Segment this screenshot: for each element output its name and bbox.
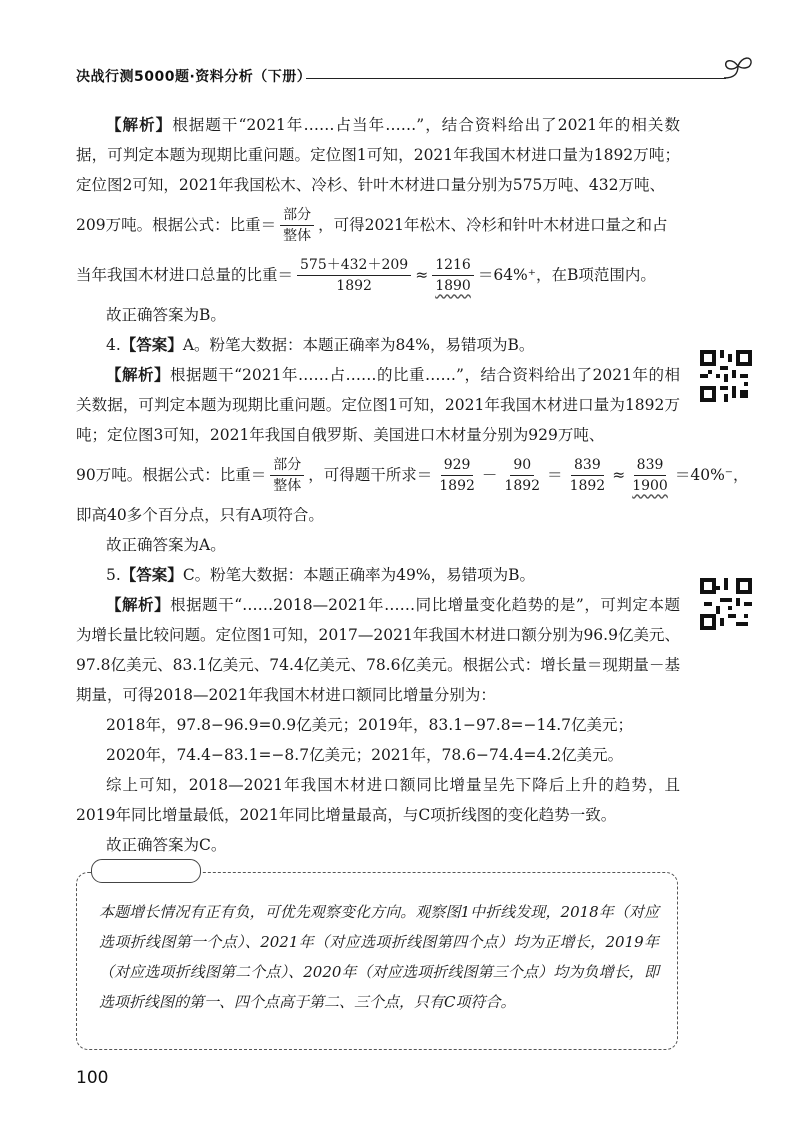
approx-sign: ≈ [415,266,429,284]
q4-conclusion: 故正确答案为A。 [106,536,226,554]
q5-number: 5. [106,566,121,584]
minus-sign: － [481,466,498,484]
answer-label: 【答案】 [120,565,183,584]
q4-answer [76,330,680,360]
fraction-denominator: 整体 [273,477,302,494]
q4-analysis-text1: 根据题干“2021年……占……的比重……”，结合资料给出了2021年的相关数据，可判定本题为现期比重问题。定位图1可知，2021年我国木材进口量为1892万吨；定位图3可知，2021年我国自俄罗斯、美国进口木材量分别为929万吨、 [76,366,680,444]
q5-summary: 综上可知，2018—2021年我国木材进口额同比增量呈先下降后上升的趋势，且2019年同比增量最低，2021年同比增量最高，与C项折线图的变化趋势一致。 [76,776,680,824]
q5-answer-text: C。粉笔大数据：本题正确率为49%，易错项为B。 [182,566,536,584]
fraction-numerator: 839 [634,455,667,476]
q4-number: 4. [106,336,121,354]
q4-text2a: 90万吨。根据公式：比重＝ [76,466,267,484]
fraction-numerator: 部分 [270,455,304,476]
q5-analysis-text1: 根据题干“……2018—2021年……同比增量变化趋势的是”，可判定本题为增长量比较问题。定位图1可知，2017—2021年我国木材进口额分别为96.9亿美元、97.8亿美元、83.1亿美元、74.4亿美元、78.6亿美元。根据公式：增长量＝现期量－基期量，可得2018—2021年我国木材进口额同比增量分别为： [76,596,680,704]
q3-analysis-text1: 根据题干“2021年……占当年……”，结合资料给出了2021年的相关数据，可判定本题为现期比重问题。定位图1可知，2021年我国木材进口量为1892万吨；定位图2可知，2021年我国松木、冷杉、针叶木材进口量分别为575万吨、432万吨、 [76,116,680,194]
q4-formula-line [76,450,749,500]
analysis-label: 【解析】 [106,595,171,614]
analysis-label: 【解析】 [106,365,171,384]
q5-calc-line2: 2020年，74.4−83.1=−8.7亿美元；2021年，78.6−74.4=4.2亿美元。 [106,746,624,764]
fraction [501,455,543,496]
page-number: 100 [76,1068,109,1088]
fraction-denominator: 1892 [504,477,541,494]
q5-conclusion: 故正确答案为C。 [106,836,227,854]
fraction [567,455,609,496]
q3-formula-line1 [76,200,680,250]
q3-text3a: 当年我国木材进口总量的比重＝ [76,266,294,284]
tip-text: 本题增长情况有正有负，可优先观察变化方向。观察图1中折线发现，2018年（对应选项折线图第一个点）、2021年（对应选项折线图第四个点）均为正增长，2019年（对应选项折线图第二个点）、2020年（对应选项折线图第三个点）均为负增长，即选项折线图的第一、四个点高于第二、三个点，只有C项符合。 [99,903,659,1011]
fraction-denominator: 1890 [435,277,471,294]
tip-box [76,872,678,1050]
q3-text2b: ，可得2021年松木、冷杉和针叶木材进口量之和占 [318,216,668,234]
fraction-part-whole [280,205,314,246]
q4-answer-text: A。粉笔大数据：本题正确率为84%，易错项为B。 [182,336,535,354]
fraction-denominator: 1892 [336,277,372,294]
q5-answer [76,560,680,590]
answer-label: 【答案】 [120,335,183,354]
fraction-denominator: 1892 [439,477,475,494]
q5-analysis-para1 [76,590,680,710]
analysis-label: 【解析】 [106,115,173,134]
fraction-numerator: 部分 [280,205,314,226]
fraction-numerator: 839 [571,455,604,476]
q4-analysis-para1 [76,360,680,450]
q5-calc-line1: 2018年，97.8−96.9=0.9亿美元；2019年，83.1−97.8=−14.7亿美元； [106,716,634,734]
equals-sign: ＝ [547,466,563,484]
q3-analysis-para1 [76,110,680,200]
q3-text3b: ＝64%⁺，在B项范围内。 [477,266,656,284]
approx-sign: ≈ [612,466,626,484]
fraction-denominator: 1900 [632,477,668,494]
fraction-numerator: 929 [441,455,474,476]
fraction-numerator: 1216 [432,255,474,276]
fraction [436,455,478,496]
fraction-part-whole [270,455,304,496]
fraction-denominator: 1892 [569,477,606,494]
qr-code-icon[interactable] [700,578,752,630]
tip-tab [91,859,201,883]
q3-formula-line2 [76,250,680,300]
fraction-numerator: 575＋432＋209 [297,255,411,276]
running-header [76,66,756,96]
main-content [76,110,749,860]
leaf-sprout-icon [720,50,756,86]
q4-text2c: ＝40%⁻， [674,466,749,484]
q4-text2b: ，可得题干所求＝ [308,466,433,484]
fraction-numerator: 90 [510,455,534,476]
book-title: 决战行测5000题·资料分析（下册） [76,69,312,85]
fraction-sum [297,255,411,296]
q3-text2a: 209万吨。根据公式：比重＝ [76,216,277,234]
q3-conclusion: 故正确答案为B。 [106,306,226,324]
fraction-approx [432,255,474,296]
q4-text3: 即高40多个百分点，只有A项符合。 [76,506,324,524]
fraction [629,455,671,496]
fraction-denominator: 整体 [283,227,312,244]
qr-code-icon[interactable] [700,350,752,402]
header-rule [306,78,726,79]
